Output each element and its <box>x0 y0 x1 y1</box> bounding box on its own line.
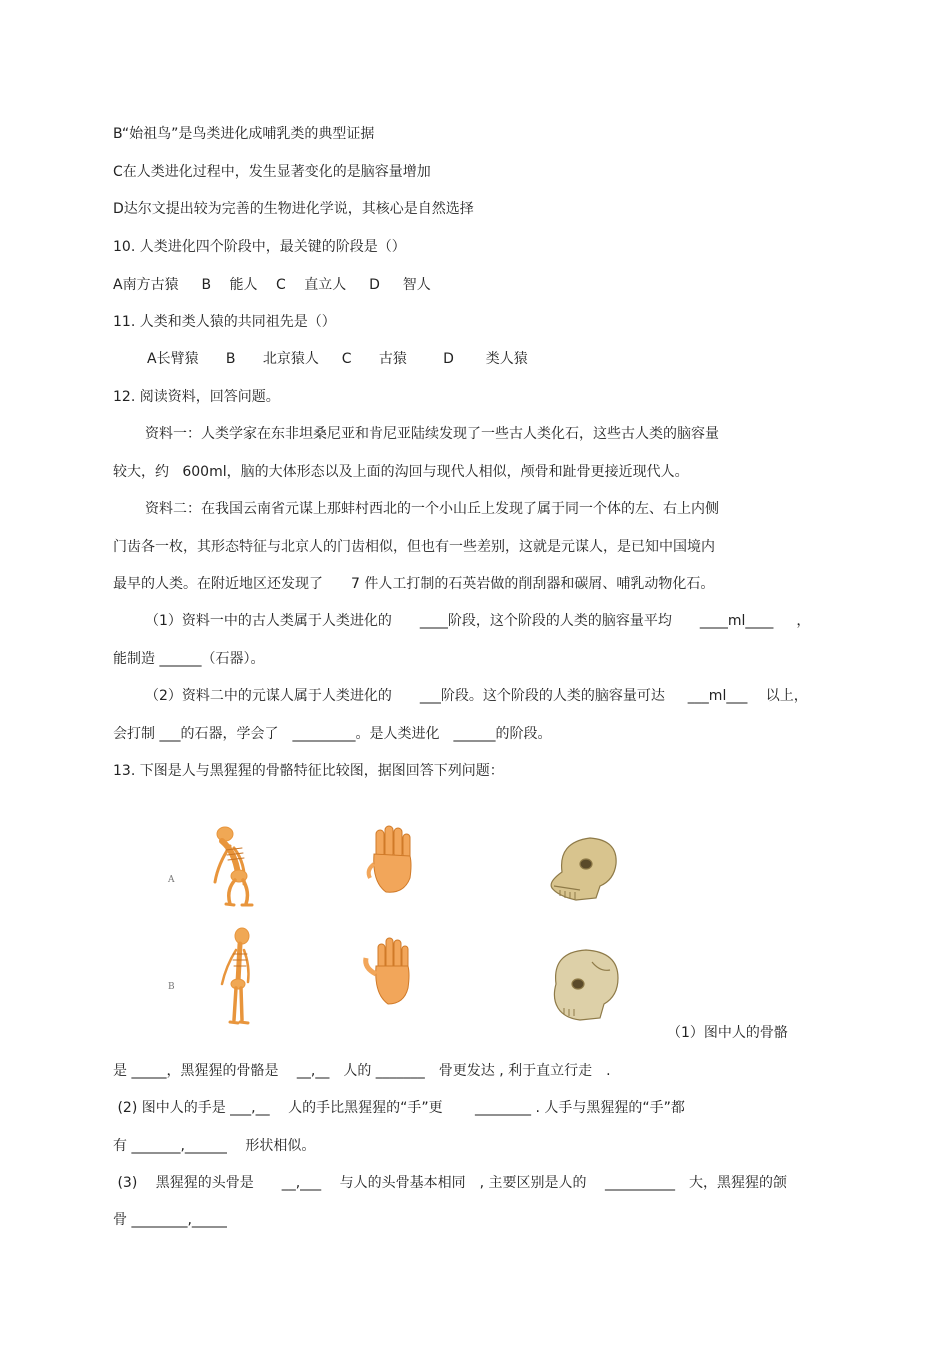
human-hand-icon <box>366 938 409 1004</box>
question-12: 12. 阅读资料，回答问题。 <box>113 389 280 405</box>
q12-sub1-line-2: 能制造 ______（石器）。 <box>113 651 265 667</box>
q9-option-c: C在人类进化过程中，发生显著变化的是脑容量增加 <box>113 164 431 180</box>
q13-sub1-line-2: 是 _____，黑猩猩的骨骼是 __,__ 人的 _______ 骨更发达 , 利于直立行走 . <box>113 1063 611 1079</box>
q13-sub2-line-2: 有 _______,______ 形状相似。 <box>113 1138 316 1154</box>
question-10: 10. 人类进化四个阶段中，最关键的阶段是（） <box>113 239 406 255</box>
material-2-line-1: 资料二：在我国云南省元谋上那蚌村西北的一个小山丘上发现了属于同一个体的左、右上内侧 <box>145 501 719 517</box>
q12-sub2-line-1: （2）资料二中的元谋人属于人类进化的 ___阶段。这个阶段的人类的脑容量可达 ___ml___ 以上， <box>145 688 808 704</box>
q13-sub2-line-1: (2) 图中人的手是 ___,__ 人的手比黑猩猩的“手”更 ________ . 人手与黑猩猩的“手”都 <box>113 1100 685 1116</box>
q9-option-b: B“始祖鸟”是鸟类进化成哺乳类的典型证据 <box>113 126 375 142</box>
q12-sub2-line-2: 会打制 ___的石器，学会了 _________。是人类进化 ______的阶段。 <box>113 726 552 742</box>
q9-option-d: D达尔文提出较为完善的生物进化学说，其核心是自然选择 <box>113 201 474 217</box>
row-b-label: B <box>168 982 175 992</box>
chimpanzee-skull-icon <box>551 838 616 900</box>
material-2-line-2: 门齿各一枚，其形态特征与北京人的门齿相似，但也有一些差别，这就是元谋人，是已知中国境内 <box>113 539 715 555</box>
human-skeleton-icon <box>222 928 249 1023</box>
question-10-options: A南方古猿 B 能人 C 直立人 D 智人 <box>113 277 431 293</box>
question-13: 13. 下图是人与黑猩猩的骨骼特征比较图，据图回答下列问题： <box>113 763 504 779</box>
skeleton-comparison-figure <box>160 812 640 1037</box>
chimpanzee-skeleton-icon <box>215 827 252 905</box>
material-1-line-1: 资料一：人类学家在东非坦桑尼亚和肯尼亚陆续发现了一些古人类化石，这些古人类的脑容量 <box>145 426 719 442</box>
question-11: 11. 人类和类人猿的共同祖先是（） <box>113 314 336 330</box>
material-1-line-2: 较大，约 600ml，脑的大体形态以及上面的沟回与现代人相似，颅骨和趾骨更接近现代人。 <box>113 464 689 480</box>
q12-sub1-line-1: （1）资料一中的古人类属于人类进化的 ____阶段，这个阶段的人类的脑容量平均 ____ml____ ， <box>145 613 811 629</box>
row-a-label: A <box>168 875 175 885</box>
chimpanzee-hand-icon <box>369 826 411 892</box>
material-2-line-3: 最早的人类。在附近地区还发现了 7 件人工打制的石英岩做的削刮器和碳屑、哺乳动物化石。 <box>113 576 715 592</box>
q13-sub1-line-1: （1）图中人的骨骼 <box>667 1025 788 1041</box>
q13-sub3-line-1: (3) 黑猩猩的头骨是 __,___ 与人的头骨基本相同 , 主要区别是人的 __________ 大，黑猩猩的颌 <box>113 1175 787 1191</box>
human-skull-icon <box>554 950 618 1020</box>
question-11-options: A长臂猿 B 北京猿人 C 古猿 D 类人猿 <box>147 351 528 367</box>
q13-sub3-line-2: 骨 ________,_____ <box>113 1212 227 1228</box>
